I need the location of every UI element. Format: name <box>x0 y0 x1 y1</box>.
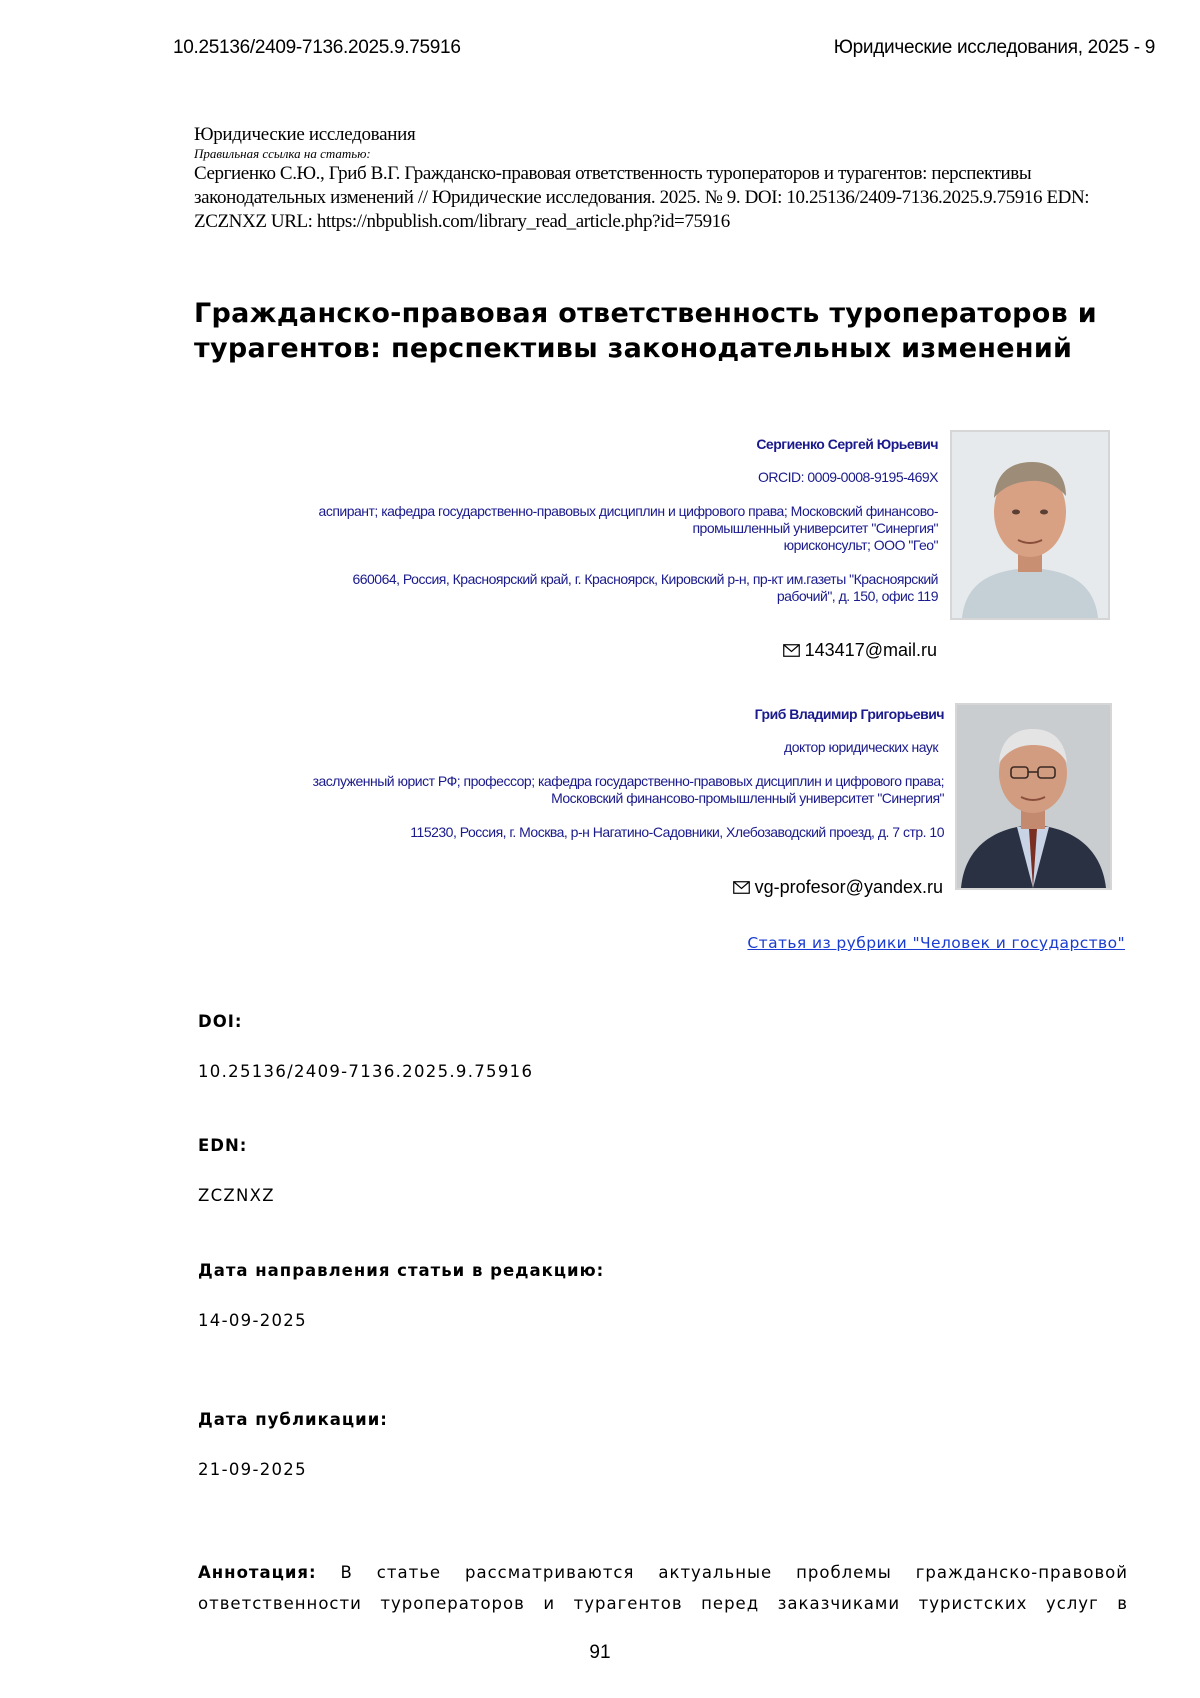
page-number: 91 <box>589 1642 611 1663</box>
author-photo <box>955 703 1112 890</box>
submitted-value: 14-09-2025 <box>198 1311 307 1330</box>
article-title <box>194 296 1134 366</box>
author-photo <box>950 430 1110 620</box>
abstract <box>198 1557 1128 1619</box>
author-2-name: Гриб Владимир Григорьевич <box>754 706 944 722</box>
rubric-link[interactable]: Статья из рубрики "Человек и государство" <box>747 934 1125 952</box>
author-1-email[interactable]: 143417@mail.ru <box>804 640 937 660</box>
published-label: Дата публикации: <box>198 1410 388 1429</box>
header-doi: 10.25136/2409-7136.2025.9.75916 <box>173 37 461 58</box>
doi-label: DOI: <box>198 1012 243 1031</box>
header-journal-issue: Юридические исследования, 2025 - 9 <box>833 37 1155 58</box>
edn-label: EDN: <box>198 1136 248 1155</box>
author-2 <box>184 706 944 841</box>
author-1-address: 660064, Россия, Красноярский край, г. Красноярск, Кировский р-н, пр-кт им.газеты "Красноярский <box>352 571 938 587</box>
author-1-portrait <box>952 432 1108 618</box>
submitted-label: Дата направления статьи в редакцию: <box>198 1261 605 1280</box>
citation-text: Сергиенко С.Ю., Гриб В.Г. Гражданско-правовая ответственность туроператоров и турагентов: перспективы законодательных изменений // Юридические исследования. 2025. № 9. DOI: 10.25136/2409-7136.2025.9.75916 EDN: ZCZNXZ URL: https://nbpublish.com/library_read_article.php?id=75916 <box>194 163 1090 232</box>
author-1-position: аспирант; кафедра государственно-правовых дисциплин и цифрового права; Московский финансово- <box>318 503 938 519</box>
author-1-address: рабочий", д. 150, офис 119 <box>776 588 938 604</box>
doi-value: 10.25136/2409-7136.2025.9.75916 <box>198 1062 534 1081</box>
citation-label: Правильная ссылка на статью: <box>194 146 371 161</box>
envelope-icon <box>783 644 800 657</box>
author-2-email[interactable]: vg-profesor@yandex.ru <box>754 877 943 897</box>
article-title-line: турагентов: перспективы законодательных изменений <box>194 333 1073 364</box>
author-1-name: Сергиенко Сергей Юрьевич <box>756 436 938 452</box>
citation-journal: Юридические исследования <box>194 124 416 145</box>
author-2-position: заслуженный юрист РФ; профессор; кафедра государственно-правовых дисциплин и цифрового права; <box>312 773 944 789</box>
author-2-address: 115230, Россия, г. Москва, р-н Нагатино-Садовники, Хлебозаводский проезд, д. 7 стр. 10 <box>410 824 944 840</box>
author-1-position: юрисконсульт; ООО "Гео" <box>783 537 938 553</box>
published-value: 21-09-2025 <box>198 1460 307 1479</box>
author-1-email-link[interactable] <box>783 640 937 661</box>
author-2-portrait <box>957 705 1110 888</box>
abstract-line-1 <box>198 1557 1128 1588</box>
article-title-line: Гражданско-правовая ответственность туроператоров и <box>194 298 1097 329</box>
abstract-text: В статье рассматриваются актуальные проблемы гражданско-правовой <box>340 1563 1128 1582</box>
citation-block <box>194 124 1124 234</box>
abstract-line-2: ответственности туроператоров и турагентов перед заказчиками туристских услуг в <box>198 1594 1128 1613</box>
author-1-orcid[interactable]: ORCID: 0009-0008-9195-469X <box>757 469 938 485</box>
edn-value: ZCZNXZ <box>198 1186 275 1205</box>
author-2-position: Московский финансово-промышленный университет "Синергия" <box>551 790 944 806</box>
envelope-icon <box>733 881 750 894</box>
abstract-label: Аннотация: <box>198 1563 317 1582</box>
author-1-position: промышленный университет "Синергия" <box>692 520 938 536</box>
author-1 <box>178 436 938 605</box>
author-2-degree: доктор юридических наук <box>784 739 938 755</box>
author-2-email-link[interactable] <box>733 877 943 898</box>
